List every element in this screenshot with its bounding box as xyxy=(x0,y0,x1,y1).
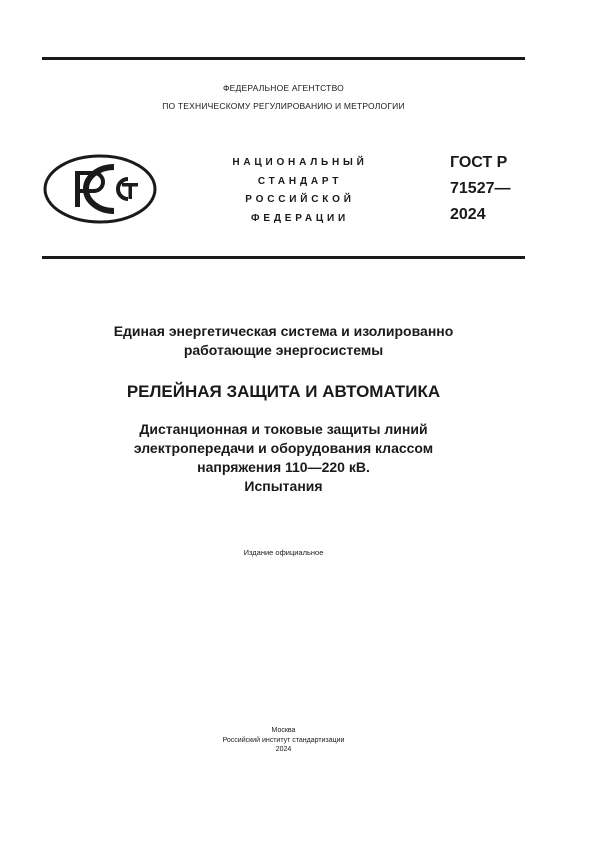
top-rule xyxy=(42,57,525,60)
publisher-year: 2024 xyxy=(275,746,292,753)
edition-note: Издание официальное xyxy=(243,548,324,557)
standard-designation-line2: 71527— xyxy=(450,180,511,197)
system-title xyxy=(42,322,525,360)
subtitle-line1: Дистанционная и токовые защиты линий xyxy=(139,421,428,437)
standard-designation-line3: 2024 xyxy=(450,206,486,223)
national-standard-line2: СТАНДАРТ xyxy=(257,176,343,187)
publisher-city: Москва xyxy=(271,727,296,734)
document-subtitle xyxy=(42,420,525,496)
document-title: РЕЛЕЙНАЯ ЗАЩИТА И АВТОМАТИКА xyxy=(126,382,441,401)
subtitle-line4: Испытания xyxy=(244,478,323,494)
rst-emblem-icon xyxy=(42,153,158,225)
national-standard-line1: НАЦИОНАЛЬНЫЙ xyxy=(232,157,368,168)
system-title-line2: работающие энергосистемы xyxy=(183,342,384,358)
subtitle-line3: напряжения 110—220 кВ. xyxy=(197,459,370,475)
national-standard-line3: РОССИЙСКОЙ xyxy=(245,194,355,205)
publisher-institute: Российский институт стандартизации xyxy=(222,736,345,744)
header-bottom-rule xyxy=(42,256,525,259)
system-title-line1: Единая энергетическая система и изолированно xyxy=(113,323,454,339)
national-standard-line4: ФЕДЕРАЦИИ xyxy=(251,213,349,224)
subtitle-line2: электропередачи и оборудования классом xyxy=(133,440,434,456)
standard-designation-line1: ГОСТ Р xyxy=(450,154,508,171)
publisher-block xyxy=(42,726,525,755)
agency-name-line1: ФЕДЕРАЛЬНОЕ АГЕНТСТВО xyxy=(223,83,344,93)
agency-name-line2: ПО ТЕХНИЧЕСКОМУ РЕГУЛИРОВАНИЮ И МЕТРОЛОГИИ xyxy=(162,101,405,111)
